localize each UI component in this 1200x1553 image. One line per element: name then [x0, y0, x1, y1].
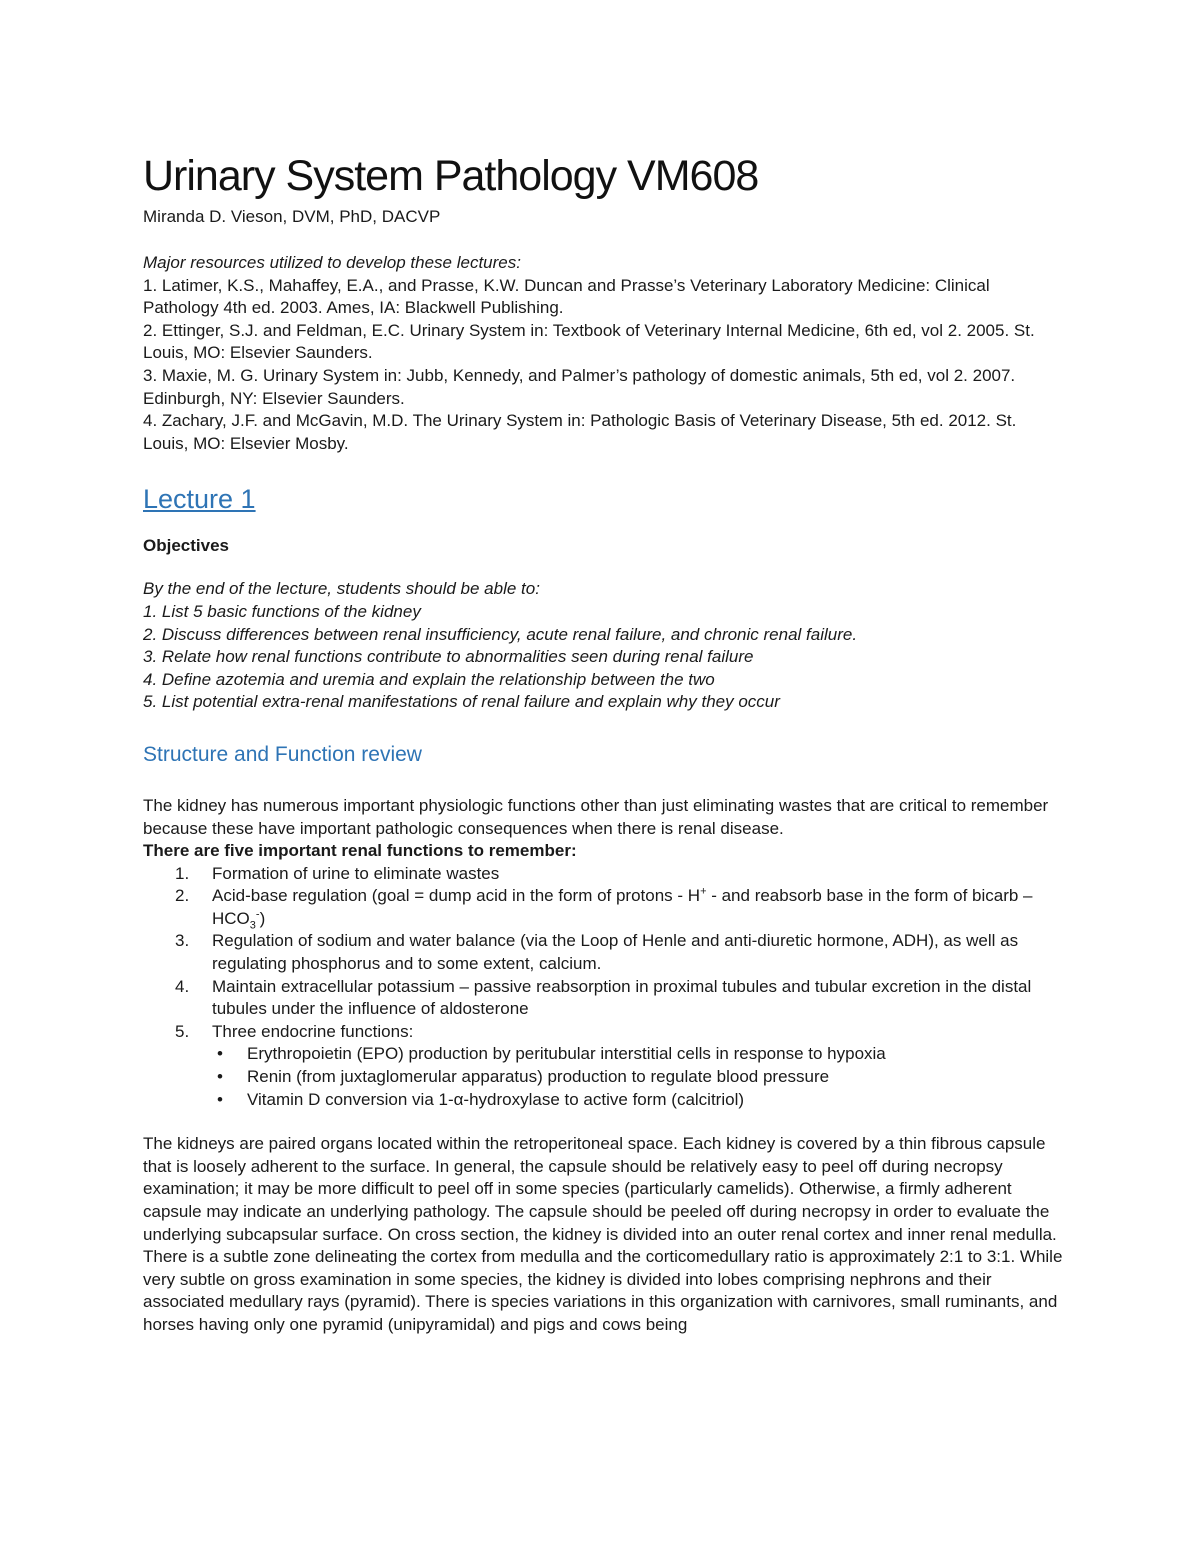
- intro-paragraph: [143, 795, 1063, 1111]
- bullet-text: Vitamin D conversion via 1-α-hydroxylase to active form (calcitriol): [247, 1089, 745, 1109]
- list-number: 3.: [175, 931, 190, 951]
- objective-item: 2. Discuss differences between renal insufficiency, acute renal failure, and chronic renal failure.: [143, 624, 858, 644]
- resources-block: [143, 252, 1063, 455]
- list-text: Three endocrine functions:: [212, 1021, 414, 1041]
- subscript: 3: [249, 919, 256, 932]
- objectives-block: [143, 578, 1063, 714]
- list-item: [143, 930, 1063, 975]
- objective-item: 3. Relate how renal functions contribute to abnormalities seen during renal failure: [143, 647, 754, 667]
- lecture-heading: Lecture 1: [143, 484, 256, 515]
- list-text: Regulation of sodium and water balance (via the Loop of Henle and anti-diuretic hormone, ADH), as well as regulating phosphorus and to some extent, calcium.: [212, 931, 1019, 974]
- bullet-item: [212, 1066, 1063, 1089]
- resource-item: 4. Zachary, J.F. and McGavin, M.D. The Urinary System in: Pathologic Basis of Veterinary Disease, 5th ed. 2012. St. Louis, MO: Elsevier Mosby.: [143, 411, 1017, 453]
- bullet-item: [212, 1089, 1063, 1112]
- objective-item: 5. List potential extra-renal manifestations of renal failure and explain why they occur: [143, 692, 780, 712]
- list-number: 5.: [175, 1021, 190, 1041]
- bullet-text: Erythropoietin (EPO) production by peritubular interstitial cells in response to hypoxia: [247, 1044, 886, 1064]
- objective-item: 1. List 5 basic functions of the kidney: [143, 601, 421, 621]
- list-text: ): [259, 908, 266, 928]
- document-title: Urinary System Pathology VM608: [143, 152, 759, 200]
- functions-list: [143, 863, 1063, 1112]
- list-text: Acid-base regulation (goal = dump acid in the form of protons - H: [212, 886, 701, 906]
- resource-item: 3. Maxie, M. G. Urinary System in: Jubb, Kennedy, and Palmer’s pathology of domestic animals, 5th ed, vol 2. 2007. Edinburgh, NY: Elsevier Saunders.: [143, 365, 1016, 408]
- paragraph-text: The kidney has numerous important physiologic functions other than just eliminating wastes that are critical to remember because these have important pathologic consequences when there is renal disease.: [143, 795, 1049, 838]
- list-item: [143, 885, 1063, 930]
- document-page: [143, 150, 1063, 1337]
- objectives-intro: By the end of the lecture, students should be able to:: [143, 579, 540, 599]
- list-text: Formation of urine to eliminate wastes: [212, 863, 500, 883]
- list-text: Maintain extracellular potassium – passive reabsorption in proximal tubules and tubular excretion in the distal tubules under the influence of aldosterone: [212, 976, 1032, 1019]
- resource-item: 1. Latimer, K.S., Mahaffey, E.A., and Prasse, K.W. Duncan and Prasse’s Veterinary Laboratory Medicine: Clinical Pathology 4th ed. 2003. Ames, IA: Blackwell Publishing.: [143, 275, 990, 318]
- bullet-icon: •: [217, 1044, 223, 1064]
- list-item: [143, 863, 1063, 886]
- resource-item: 2. Ettinger, S.J. and Feldman, E.C. Urinary System in: Textbook of Veterinary Internal Medicine, 6th ed, vol 2. 2005. St. Louis, MO: Elsevier Saunders.: [143, 320, 1035, 363]
- list-item: [143, 1021, 1063, 1111]
- resources-intro: Major resources utilized to develop these lectures:: [143, 253, 521, 272]
- list-item: [143, 976, 1063, 1021]
- list-number: 1.: [175, 863, 190, 883]
- endocrine-list: [212, 1043, 1063, 1111]
- bullet-icon: •: [217, 1089, 223, 1109]
- anatomy-paragraph: The kidneys are paired organs located within the retroperitoneal space. Each kidney is covered by a thin fibrous capsule that is loosely adherent to the surface. In general, the capsule should be relatively easy to peel off during necropsy examination; it may be more difficult to peel off in some species (particularly camelids). Otherwise, a firmly adherent capsule may indicate an underlying pathology. The capsule should be peeled off during necropsy in order to evaluate the underlying subcapsular surface. On cross section, the kidney is divided into an outer renal cortex and inner renal medulla. There is a subtle zone delineating the cortex from medulla and the corticomedullary ratio is approximately 2:1 to 3:1. While very subtle on gross examination in some species, the kidney is divided into lobes comprising nephrons and their associated medullary rays (pyramid). There is species variations in this organization with carnivores, small ruminants, and horses having only one pyramid (unipyramidal) and pigs and cows being: [143, 1134, 1063, 1334]
- objectives-heading: Objectives: [143, 536, 229, 556]
- objective-item: 4. Define azotemia and uremia and explain the relationship between the two: [143, 669, 715, 689]
- author-line: Miranda D. Vieson, DVM, PhD, DACVP: [143, 207, 441, 226]
- superscript: +: [700, 885, 707, 898]
- list-number: 2.: [175, 886, 190, 906]
- section-heading: Structure and Function review: [143, 742, 422, 766]
- bullet-item: [212, 1043, 1063, 1066]
- bullet-icon: •: [217, 1067, 223, 1087]
- list-text: - and reabsorb base in the form of bicarb – HCO: [212, 886, 1033, 928]
- superscript: -: [255, 908, 260, 921]
- list-number: 4.: [175, 976, 190, 996]
- bullet-text: Renin (from juxtaglomerular apparatus) production to regulate blood pressure: [247, 1067, 830, 1087]
- functions-lead: There are five important renal functions to remember:: [143, 841, 577, 861]
